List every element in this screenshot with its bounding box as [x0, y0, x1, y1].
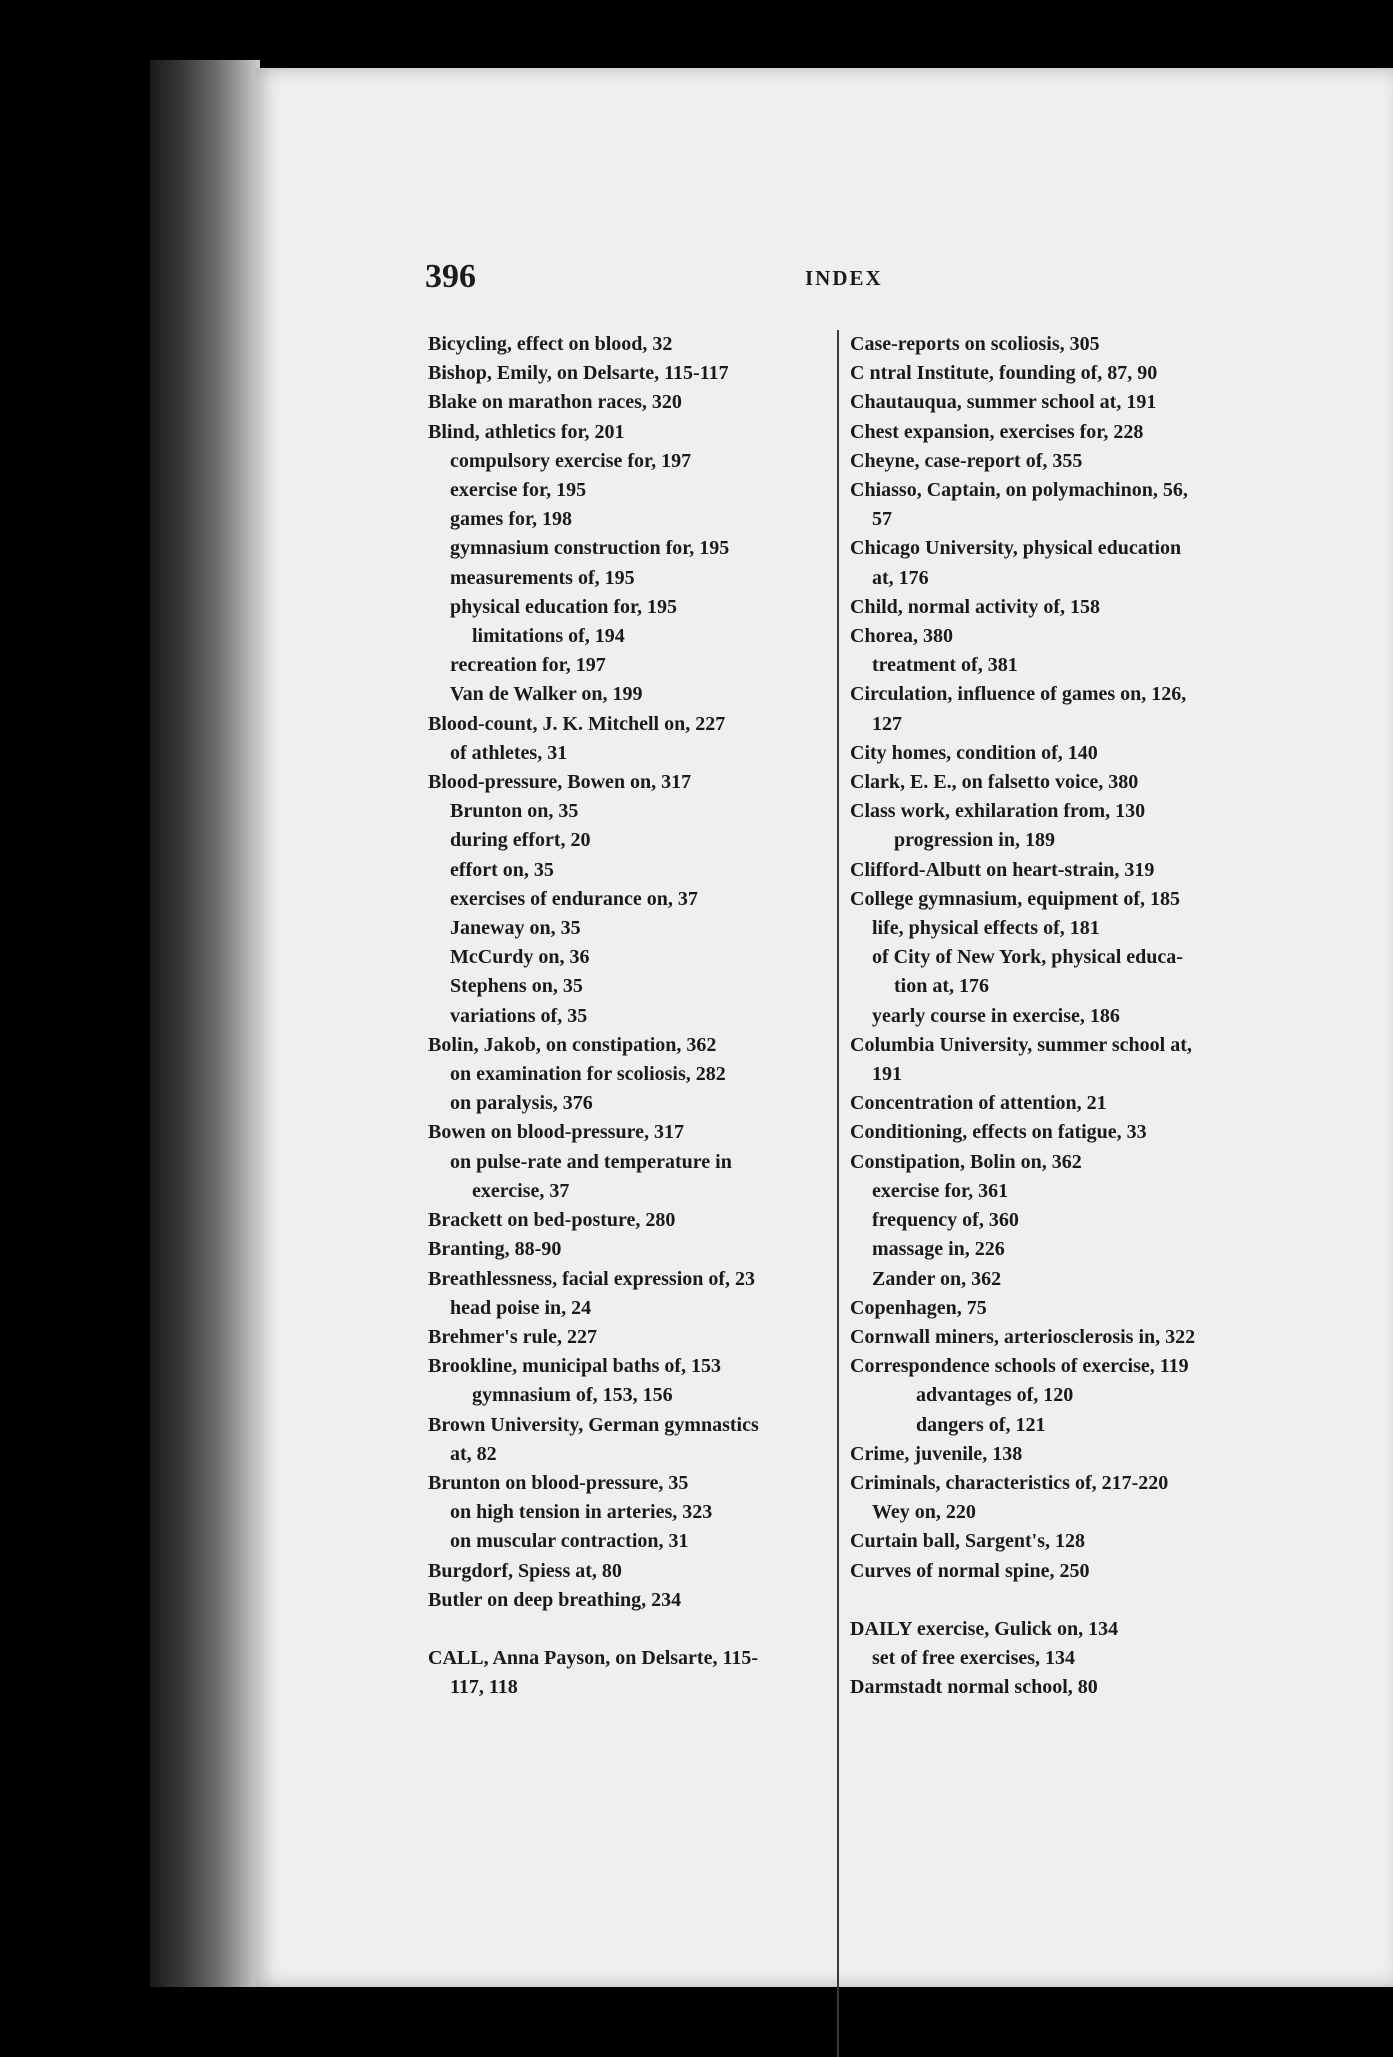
index-entry: massage in, 226	[872, 1238, 1005, 1261]
index-entry: Brehmer's rule, 227	[428, 1325, 598, 1348]
index-entry: at, 176	[872, 566, 929, 589]
index-entry: Cornwall miners, arteriosclerosis in, 322	[850, 1325, 1196, 1348]
index-entry: Burgdorf, Spiess at, 80	[428, 1559, 622, 1582]
index-entry: College gymnasium, equipment of, 185	[850, 887, 1180, 910]
index-entry: Chiasso, Captain, on polymachinon, 56,	[850, 479, 1188, 502]
index-entry: City homes, condition of, 140	[850, 741, 1098, 764]
index-entry: Columbia University, summer school at,	[850, 1033, 1192, 1056]
index-entry: 117, 118	[450, 1676, 518, 1699]
column-divider	[837, 330, 839, 2057]
index-entry: at, 82	[450, 1442, 497, 1465]
index-entry: Conditioning, effects on fatigue, 33	[850, 1121, 1147, 1144]
index-entry: of City of New York, physical educa-	[872, 946, 1183, 969]
index-entry: on high tension in arteries, 323	[450, 1501, 713, 1524]
index-entry: Zander on, 362	[872, 1267, 1002, 1290]
index-entry: Stephens on, 35	[450, 975, 583, 998]
index-entry: Blood-count, J. K. Mitchell on, 227	[428, 712, 726, 735]
index-entry: Breathlessness, facial expression of, 23	[428, 1267, 756, 1290]
index-entry: compulsory exercise for, 197	[450, 449, 692, 472]
index-entry: gymnasium of, 153, 156	[472, 1384, 673, 1407]
index-entry: Chautauqua, summer school at, 191	[850, 391, 1157, 414]
index-entry: frequency of, 360	[872, 1209, 1019, 1232]
index-entry: Janeway on, 35	[450, 917, 581, 940]
running-title: INDEX	[805, 266, 883, 290]
index-entry: Butler on deep breathing, 234	[428, 1588, 682, 1611]
index-entry: effort on, 35	[450, 858, 554, 881]
index-entry: Brunton on, 35	[450, 800, 579, 823]
index-entry: of athletes, 31	[450, 741, 568, 764]
index-entry: Clifford-Albutt on heart-strain, 319	[850, 858, 1155, 881]
index-entry: exercise, 37	[472, 1179, 570, 1202]
index-gap	[850, 1586, 1260, 1615]
index-entry: on pulse-rate and temperature in	[450, 1150, 732, 1173]
index-entry: games for, 198	[450, 508, 573, 531]
index-entry: life, physical effects of, 181	[872, 917, 1100, 940]
index-entry: recreation for, 197	[450, 654, 606, 677]
index-entry: Branting, 88-90	[428, 1238, 562, 1261]
page-header	[425, 258, 1285, 308]
index-entry: Bolin, Jakob, on constipation, 362	[428, 1033, 717, 1056]
index-entry: DAILY exercise, Gulick on, 134	[850, 1617, 1119, 1640]
index-entry: during effort, 20	[450, 829, 591, 852]
index-entry: Chest expansion, exercises for, 228	[850, 420, 1144, 443]
index-entry: on muscular contraction, 31	[450, 1530, 689, 1553]
index-entry: Cheyne, case-report of, 355	[850, 449, 1083, 472]
index-entry: tion at, 176	[894, 975, 989, 998]
index-entry: physical education for, 195	[450, 595, 678, 618]
index-entry: exercises of endurance on, 37	[450, 887, 698, 910]
index-entry: measurements of, 195	[450, 566, 635, 589]
index-entry: dangers of, 121	[916, 1413, 1046, 1436]
index-entry: 57	[872, 508, 892, 531]
index-entry: Van de Walker on, 199	[450, 683, 643, 706]
index-entry: Brookline, municipal baths of, 153	[428, 1355, 722, 1378]
page-number: 396	[425, 258, 476, 295]
index-entry: Correspondence schools of exercise, 119	[850, 1355, 1189, 1378]
index-entry: Class work, exhilaration from, 130	[850, 800, 1146, 823]
index-entry: Copenhagen, 75	[850, 1296, 987, 1319]
index-entry: on examination for scoliosis, 282	[450, 1063, 726, 1086]
index-entry: Crime, juvenile, 138	[850, 1442, 1023, 1465]
index-entry: treatment of, 381	[872, 654, 1018, 677]
index-entry: variations of, 35	[450, 1004, 588, 1027]
index-entry: Curtain ball, Sargent's, 128	[850, 1530, 1086, 1553]
index-gap	[428, 1615, 848, 1644]
book-edge	[150, 60, 260, 1987]
index-entry: Clark, E. E., on falsetto voice, 380	[850, 771, 1139, 794]
index-entry: exercise for, 195	[450, 479, 587, 502]
index-entry: yearly course in exercise, 186	[872, 1004, 1120, 1027]
index-entry: limitations of, 194	[472, 625, 625, 648]
index-entry: head poise in, 24	[450, 1296, 592, 1319]
index-entry: advantages of, 120	[916, 1384, 1074, 1407]
index-entry: Bishop, Emily, on Delsarte, 115-117	[428, 362, 729, 385]
index-entry: Criminals, characteristics of, 217-220	[850, 1471, 1169, 1494]
index-entry: Constipation, Bolin on, 362	[850, 1150, 1082, 1173]
index-entry: 191	[872, 1063, 902, 1086]
index-entry: progression in, 189	[894, 829, 1055, 852]
index-entry: Darmstadt normal school, 80	[850, 1676, 1098, 1699]
index-entry: Brown University, German gymnastics	[428, 1413, 759, 1436]
index-entry: gymnasium construction for, 195	[450, 537, 730, 560]
index-entry: McCurdy on, 36	[450, 946, 590, 969]
index-column-left	[428, 330, 848, 1702]
index-entry: Case-reports on scoliosis, 305	[850, 333, 1100, 355]
index-entry: Concentration of attention, 21	[850, 1092, 1107, 1115]
index-entry: Blind, athletics for, 201	[428, 420, 625, 443]
index-entry: 127	[872, 712, 902, 735]
index-entry: Blood-pressure, Bowen on, 317	[428, 771, 692, 794]
index-entry: Bowen on blood-pressure, 317	[428, 1121, 684, 1144]
index-entry: CALL, Anna Payson, on Delsarte, 115-	[428, 1646, 759, 1669]
index-entry: Wey on, 220	[872, 1501, 976, 1524]
index-entry: set of free exercises, 134	[872, 1646, 1076, 1669]
index-entry: Chicago University, physical education	[850, 537, 1182, 560]
index-entry: Blake on marathon races, 320	[428, 391, 682, 414]
index-entry: Brackett on bed-posture, 280	[428, 1209, 676, 1232]
index-entry: Chorea, 380	[850, 625, 953, 648]
index-entry: Child, normal activity of, 158	[850, 595, 1100, 618]
index-entry: on paralysis, 376	[450, 1092, 593, 1115]
index-entry: Brunton on blood-pressure, 35	[428, 1471, 689, 1494]
index-entry: Circulation, influence of games on, 126,	[850, 683, 1187, 706]
index-entry: Bicycling, effect on blood, 32	[428, 333, 673, 355]
index-entry: exercise for, 361	[872, 1179, 1009, 1202]
index-entry: C ntral Institute, founding of, 87, 90	[850, 362, 1158, 385]
index-column-right	[850, 330, 1260, 1702]
index-entry: Curves of normal spine, 250	[850, 1559, 1090, 1582]
